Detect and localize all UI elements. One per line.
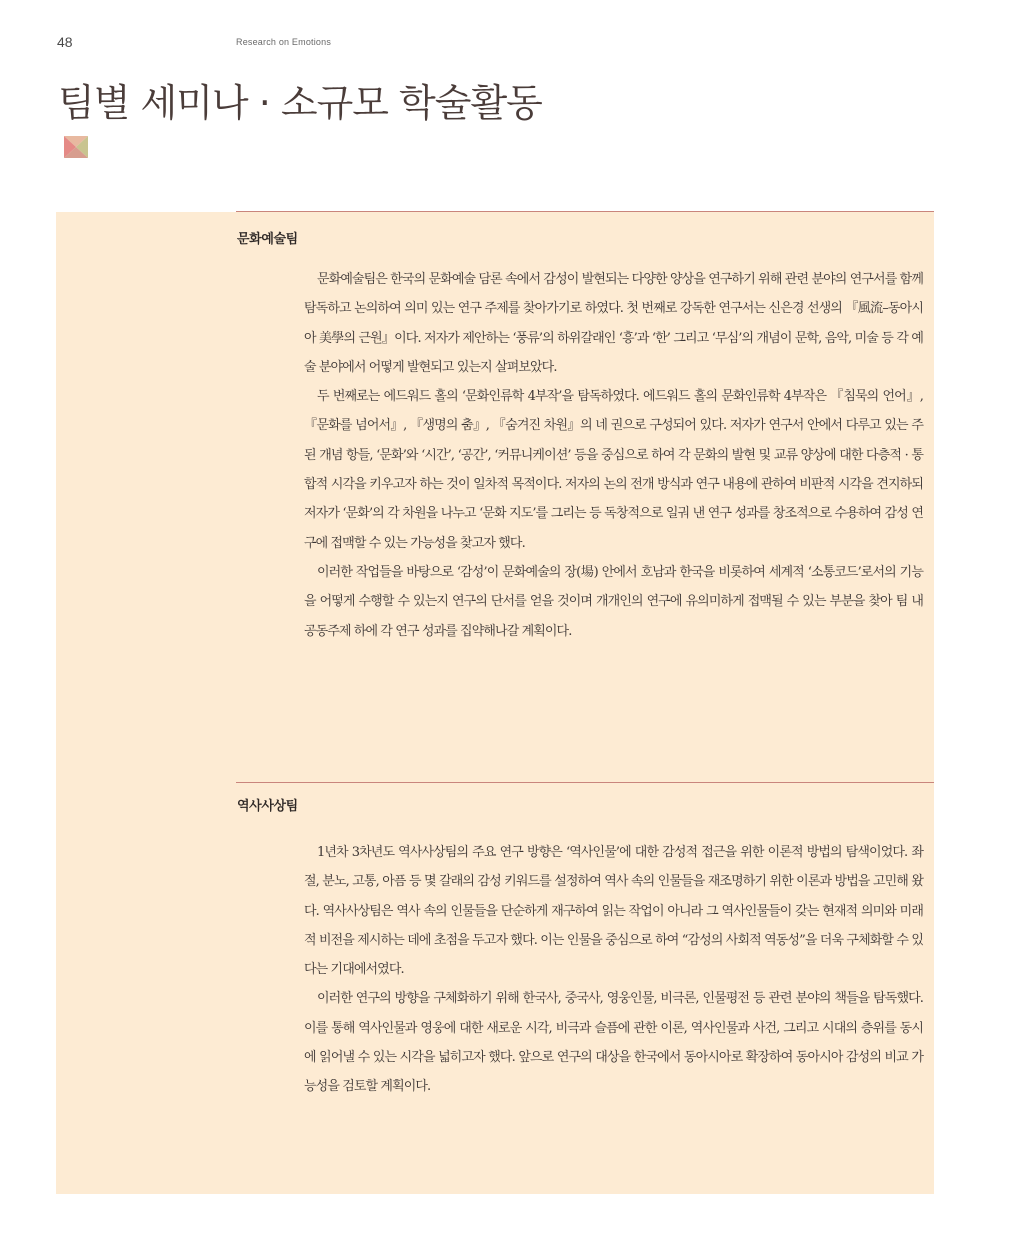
running-head: Research on Emotions: [236, 37, 332, 47]
decorative-triangles-icon: [64, 136, 88, 158]
paragraph: 1년차 3차년도 역사사상팀의 주요 연구 방향은 ‘역사인물’에 대한 감성적 접근을 위한 이론적 방법의 탐색이었다. 좌절, 분노, 고통, 아픔 등 몇 갈래의 감성 키워드를 설정하여 역사 속의 인물들을 재조명하기 위한 이론과 방법을 고민해 왔다. 역사사상팀은 역사 속의 인물들을 단순하게 재구하여 읽는 작업이 아니라 그 역사인물들이 갖는 현재적 의미와 미래적 비전을 제시하는 데에 초점을 두고자 했다. 이는 인물을 중심으로 하여 “감성의 사회적 역동성”을 더욱 구체화할 수 있다는 기대에서였다.: [304, 845, 923, 978]
page-number: 48: [57, 34, 73, 50]
section-heading: 문화예술팀: [237, 232, 298, 247]
section-divider: [236, 782, 934, 783]
section-body: [304, 265, 923, 646]
paragraph: 문화예술팀은 한국의 문화예술 담론 속에서 감성이 발현되는 다양한 양상을 연구하기 위해 관련 분야의 연구서를 함께 탐독하고 논의하여 의미 있는 연구 주제를 찾아가기로 하였다. 첫 번째로 강독한 연구서는 신은경 선생의 『風流–동아시아 美學의 근원』이다. 저자가 제안하는 ‘풍류’의 하위갈래인 ‘흥’과 ‘한’ 그리고 ‘무심’의 개념이 문학, 음악, 미술 등 각 예술 분야에서 어떻게 발현되고 있는지 살펴보았다.: [304, 272, 923, 375]
section-body: [304, 838, 923, 1102]
section-divider: [236, 211, 934, 212]
paragraph: 두 번째로는 에드워드 홀의 ‘문화인류학 4부작’을 탐독하였다. 에드워드 홀의 문화인류학 4부작은 『침묵의 언어』, 『문화를 넘어서』, 『생명의 춤』, 『숨겨진 차원』의 네 권으로 구성되어 있다. 저자가 연구서 안에서 다루고 있는 주된 개념 항들, ‘문화’와 ‘시간’, ‘공간’, ‘커뮤니케이션’ 등을 중심으로 하여 각 문화의 발현 및 교류 양상에 대한 다층적 · 통합적 시각을 키우고자 하는 것이 일차적 목적이다. 저자의 논의 전개 방식과 연구 내용에 관하여 비판적 시각을 견지하되 저자가 ‘문화’의 각 차원을 나누고 ‘문화 지도’를 그리는 등 독창적으로 일궈 낸 연구 성과를 창조적으로 수용하여 감성 연구에 접맥할 수 있는 가능성을 찾고자 했다.: [304, 389, 923, 551]
paragraph: 이러한 연구의 방향을 구체화하기 위해 한국사, 중국사, 영웅인물, 비극론, 인물평전 등 관련 분야의 책들을 탐독했다. 이를 통해 역사인물과 영웅에 대한 새로운 시각, 비극과 슬픔에 관한 이론, 역사인물과 사건, 그리고 시대의 층위를 동시에 읽어낼 수 있는 시각을 넓히고자 했다. 앞으로 연구의 대상을 한국에서 동아시아로 확장하여 동아시아 감성의 비교 가능성을 검토할 계획이다.: [304, 991, 923, 1095]
section-heading: 역사사상팀: [237, 799, 298, 814]
paragraph: 이러한 작업들을 바탕으로 ‘감성’이 문화예술의 장(場) 안에서 호남과 한국을 비롯하여 세계적 ‘소통코드’로서의 기능을 어떻게 수행할 수 있는지 연구의 단서를 얻을 것이며 개개인의 연구에 유의미하게 접맥될 수 있는 부분을 찾아 팀 내 공동주제 하에 각 연구 성과를 집약해나갈 계획이다.: [304, 564, 923, 639]
page-title: 팀별 세미나 · 소규모 학술활동: [58, 81, 542, 125]
